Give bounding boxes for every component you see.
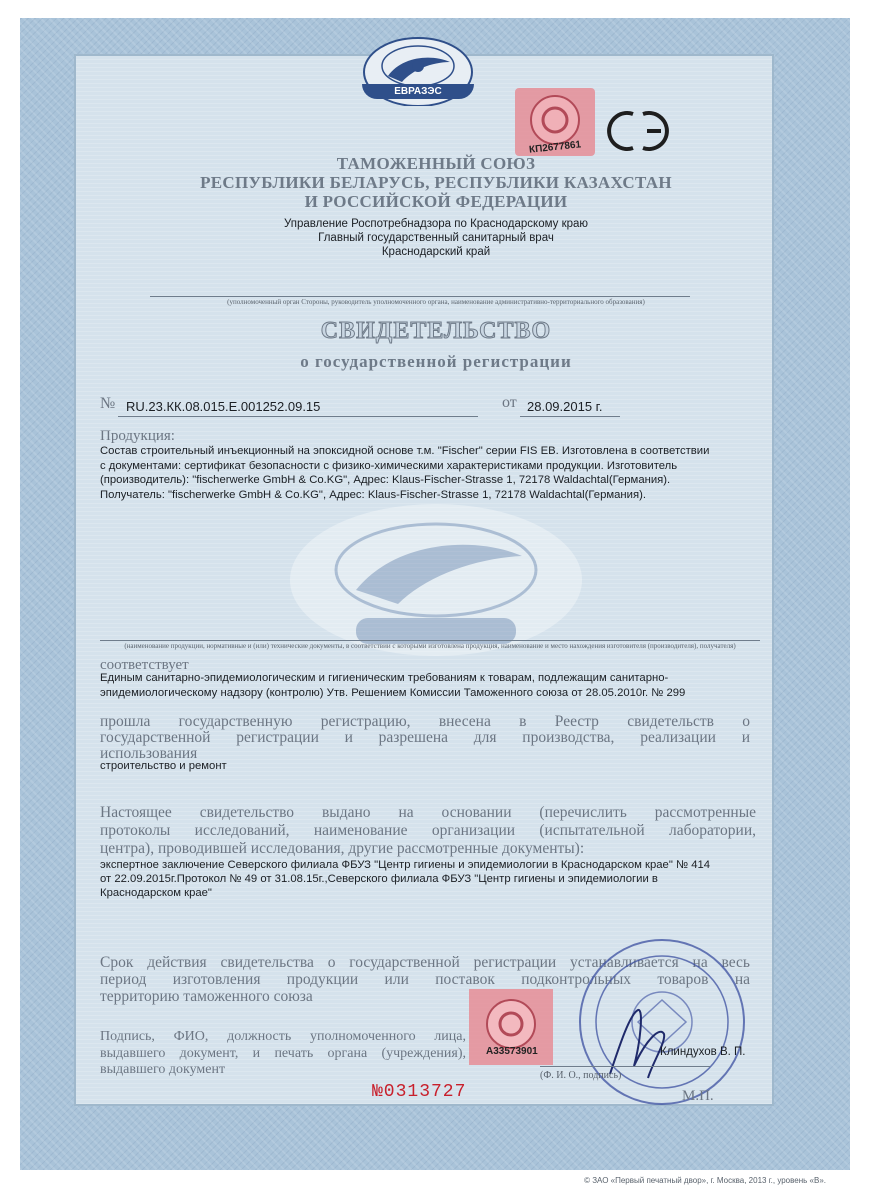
authority-line-3: Краснодарский край bbox=[381, 246, 491, 258]
header bbox=[96, 154, 776, 211]
authority-line-1: Управление Роспотребнадзора по Краснодарскому краю bbox=[283, 218, 589, 230]
complies-label: соответствует bbox=[100, 657, 189, 673]
registered-line-1: прошла государственную регистрацию, внесена в Реестр свидетельств о bbox=[100, 713, 750, 730]
authority bbox=[96, 217, 776, 259]
printer-note: © ЗАО «Первый печатный двор», г. Москва, 2013 г., уровень «В». bbox=[584, 1176, 826, 1185]
mp-label: М.П. bbox=[682, 1088, 714, 1104]
hologram-serial: КП2677861 bbox=[528, 139, 582, 156]
validity-line-1: Срок действия свидетельства о государственной регистрации устанавливается на весь bbox=[100, 954, 750, 971]
date-label: от bbox=[502, 394, 517, 411]
product-text bbox=[100, 444, 760, 502]
validity-line-2: период изготовления продукции или поставок подконтрольных товаров на bbox=[100, 971, 750, 988]
usage-value: строительство и ремонт bbox=[100, 760, 227, 772]
header-line-2: РЕСПУБЛИКИ БЕЛАРУСЬ, РЕСПУБЛИКИ КАЗАХСТАН bbox=[200, 173, 672, 192]
number-underline bbox=[118, 416, 478, 417]
header-line-3: И РОССИЙСКОЙ ФЕДЕРАЦИИ bbox=[304, 192, 568, 211]
basis-values bbox=[100, 858, 760, 900]
signature-line-1: Подпись, ФИО, должность уполномоченного лица, bbox=[100, 1029, 466, 1044]
hologram-seal-bottom bbox=[468, 988, 554, 1066]
registered-line-3: использования bbox=[100, 745, 198, 762]
number-label: № bbox=[100, 395, 116, 412]
certificate-subtitle: о государственной регистрации bbox=[300, 352, 572, 371]
complies-line-1: Единым санитарно-эпидемиологическим и гигиеническим требованиям к товарам, подлежащим санитарно- bbox=[100, 672, 669, 684]
basis-text bbox=[100, 804, 756, 858]
product-line-2: с документами: сертификат безопасности с физико-химическими характеристиками продукции. Изготовитель bbox=[100, 459, 678, 472]
registration-number: RU.23.КК.08.015.Е.001252.09.15 bbox=[126, 399, 321, 414]
authority-caption: (уполномоченный орган Стороны, руководитель уполномоченного органа, наименование административно-территориального образования) bbox=[227, 298, 645, 306]
basis-value-1: экспертное заключение Северского филиала ФБУЗ "Центр гигиены и эпидемиологии в Краснодарском крае" № 414 bbox=[100, 859, 711, 871]
product-label: Продукция: bbox=[100, 428, 175, 444]
product-caption: (наименование продукции, нормативные и (или) технические документы, в соответствии с которыми изготовлена продукция, наименование и место нахождения изготовителя (производителя), получателя) bbox=[124, 642, 736, 650]
signer-name: Клиндухов В. П. bbox=[660, 1046, 746, 1058]
product-line-1: Состав строительный инъекционный на эпоксидной основе т.м. "Fischer" серии FIS EB. Изготовлена в соответствии bbox=[100, 445, 710, 457]
authority-line-2: Главный государственный санитарный врач bbox=[318, 232, 554, 244]
signature-line-3: выдавшего документ bbox=[100, 1062, 226, 1077]
euras-emblem bbox=[362, 36, 474, 106]
basis-value-3: Краснодарском крае" bbox=[100, 887, 212, 899]
se-mark bbox=[603, 106, 675, 156]
basis-value-2: от 22.09.2015г.Протокол № 49 от 31.08.15г.,Северского филиала ФБУЗ "Центр гигиены и эпидемиологии в bbox=[100, 873, 658, 885]
se-mark-icon bbox=[603, 106, 675, 156]
hologram-seal-top bbox=[513, 86, 597, 158]
hologram-bottom-serial: А33573901 bbox=[486, 1046, 538, 1057]
watermark-emblem bbox=[286, 500, 586, 660]
date-underline bbox=[520, 416, 620, 417]
product-underline bbox=[100, 640, 760, 641]
product-line-4: Получатель: "fischerwerke GmbH & Co.KG", Адрес: Klaus-Fischer-Strasse 1, 72178 Waldachtal(Германия). bbox=[100, 488, 646, 501]
complies-text bbox=[100, 671, 760, 700]
authority-underline bbox=[150, 296, 690, 297]
signature-line-2: выдавшего документ, и печать органа (учреждения), bbox=[100, 1045, 466, 1061]
fio-caption: (Ф. И. О., подпись) bbox=[540, 1070, 622, 1081]
header-line-1: ТАМОЖЕННЫЙ СОЮЗ bbox=[336, 154, 536, 173]
registered-text bbox=[100, 714, 750, 762]
basis-line-1: Настоящее свидетельство выдано на основании (перечислить рассмотренные bbox=[100, 804, 756, 821]
certificate-title: СВИДЕТЕЛЬСТВО bbox=[320, 318, 552, 344]
complies-line-2: эпидемиологическому надзору (контролю) Утв. Решением Комиссии Таможенного союза от 28.05.2010г. № 299 bbox=[100, 686, 686, 699]
registration-date: 28.09.2015 г. bbox=[527, 399, 603, 414]
signer-underline bbox=[540, 1066, 710, 1067]
blank-number: №0313727 bbox=[372, 1082, 467, 1102]
basis-line-3: центра), проводившей исследования, другие рассмотренные документы): bbox=[100, 840, 585, 857]
registered-line-2: государственной регистрации и разрешена для производства, реализации и bbox=[100, 729, 750, 746]
product-line-3: (производитель): "fischerwerke GmbH & Co.KG", Адрес: Klaus-Fischer-Strasse 1, 72178 Waldachtal(Германия). bbox=[100, 474, 671, 486]
basis-line-2: протоколы исследований, наименование организации (испытательной лаборатории, bbox=[100, 822, 756, 839]
signature-label bbox=[100, 1029, 466, 1079]
watermark-emblem-icon bbox=[286, 500, 586, 660]
emblem-text: ЕВРАЗЭС bbox=[362, 84, 474, 99]
validity-line-3: территорию таможенного союза bbox=[100, 988, 313, 1005]
